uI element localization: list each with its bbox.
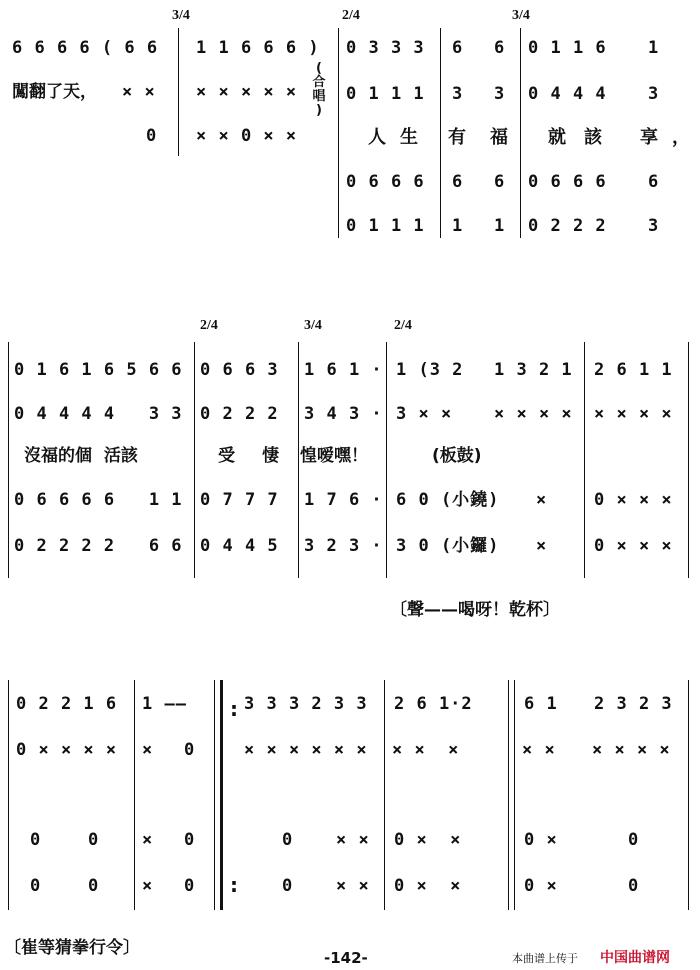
notation-row: 0 × × bbox=[394, 830, 462, 850]
stage-direction: 〔聲——喝呀！乾杯〕 bbox=[390, 600, 560, 620]
notation-row: 0 1 1 1 bbox=[346, 84, 425, 104]
time-signature: 2/4 bbox=[200, 318, 218, 333]
notation-row: 1 3 2 1 bbox=[494, 360, 573, 380]
notation-row: × × bbox=[522, 740, 556, 760]
barline bbox=[584, 342, 585, 578]
lyric: 受 bbox=[218, 446, 235, 466]
notation-row: 0 × × bbox=[394, 876, 462, 896]
notation-row: × × × × bbox=[494, 404, 573, 424]
notation-row: 0 4 4 5 bbox=[200, 536, 279, 556]
notation-row: 3 0 (小鑼) bbox=[396, 536, 500, 556]
barline bbox=[178, 28, 179, 156]
notation-row: 1 bbox=[648, 38, 660, 58]
barline bbox=[194, 342, 195, 578]
notation-row: × × bbox=[122, 82, 156, 102]
barline bbox=[688, 342, 689, 578]
barline bbox=[214, 680, 215, 910]
notation-row: 0 bbox=[184, 876, 196, 896]
notation-row: 0 2 2 2 bbox=[528, 216, 607, 236]
notation-row: 0 2 2 2 bbox=[200, 404, 279, 424]
lyric: 惶嗳嘿！ bbox=[300, 446, 368, 466]
notation-row: 0 3 3 3 bbox=[346, 38, 425, 58]
notation-row: × × × × × bbox=[196, 82, 298, 102]
notation-row: 0 2 2 1 6 bbox=[16, 694, 118, 714]
barline bbox=[8, 680, 9, 910]
barline bbox=[688, 680, 689, 910]
lyric: ， bbox=[672, 127, 696, 148]
notation-row: 0 7 7 7 bbox=[200, 490, 279, 510]
notation-row: 0 × × × × bbox=[16, 740, 118, 760]
lyric: 福 bbox=[490, 127, 514, 148]
notation-row: × bbox=[536, 490, 548, 510]
notation-row: 0 1 1 1 bbox=[346, 216, 425, 236]
chorus-label: ( 合 唱 ) bbox=[312, 61, 326, 118]
site-logo: 中国曲谱网 bbox=[600, 950, 670, 966]
notation-row: × × bbox=[336, 830, 370, 850]
notation-row: × bbox=[142, 740, 154, 760]
notation-row: 0 bbox=[282, 876, 294, 896]
notation-row: 3 2 3 · bbox=[304, 536, 383, 556]
time-signature: 3/4 bbox=[304, 318, 322, 333]
notation-row: 6 bbox=[494, 172, 506, 192]
notation-row: × × bbox=[336, 876, 370, 896]
notation-row: 0 bbox=[88, 876, 100, 896]
notation-row: 1 bbox=[452, 216, 464, 236]
notation-row: 0 × × × bbox=[594, 536, 673, 556]
barline bbox=[386, 342, 387, 578]
lyric: 該 bbox=[584, 127, 608, 148]
notation-row: × × 0 × × bbox=[196, 126, 298, 146]
notation-row: 0 bbox=[184, 830, 196, 850]
page-number: -142- bbox=[324, 949, 368, 967]
notation-row: × × × × bbox=[594, 404, 673, 424]
lyric: 沒福的個 活該 bbox=[24, 446, 138, 466]
notation-row: 6 1 bbox=[524, 694, 558, 714]
lyric: 闖翻了天， bbox=[12, 82, 97, 102]
time-signature: 3/4 bbox=[172, 8, 190, 23]
barline bbox=[440, 28, 441, 238]
time-signature: 2/4 bbox=[342, 8, 360, 23]
barline bbox=[520, 28, 521, 238]
notation-row: 0 bbox=[30, 876, 42, 896]
notation-row: 0 2 2 2 2 6 6 bbox=[14, 536, 183, 556]
notation-row: 3 3 3 2 3 3 bbox=[244, 694, 368, 714]
repeat-dots: : bbox=[230, 873, 238, 897]
notation-row: 1 1 6 6 6 ) bbox=[196, 38, 320, 58]
notation-row: 3 × × bbox=[396, 404, 453, 424]
notation-row: 6 0 (小鐃) bbox=[396, 490, 500, 510]
lyric: 有 bbox=[448, 127, 472, 148]
lyric: 就 bbox=[548, 127, 572, 148]
notation-row: 0 × bbox=[524, 830, 558, 850]
barline bbox=[134, 680, 135, 910]
notation-row: 3 bbox=[648, 84, 660, 104]
notation-row: 0 bbox=[184, 740, 196, 760]
lyric: 生 bbox=[400, 127, 424, 148]
notation-row: 1 —— bbox=[142, 694, 187, 714]
notation-row: 0 bbox=[88, 830, 100, 850]
notation-row: × bbox=[536, 536, 548, 556]
barline bbox=[384, 680, 385, 910]
notation-row: 6 bbox=[452, 38, 464, 58]
notation-row: × × × bbox=[392, 740, 460, 760]
notation-row: 0 4 4 4 bbox=[528, 84, 607, 104]
notation-row: 0 bbox=[146, 126, 158, 146]
notation-row: 0 6 6 3 bbox=[200, 360, 279, 380]
notation-row: 3 bbox=[648, 216, 660, 236]
notation-row: 3 bbox=[494, 84, 506, 104]
notation-row: 0 6 6 6 6 1 1 bbox=[14, 490, 183, 510]
time-signature: 3/4 bbox=[512, 8, 530, 23]
notation-row: 0 × × × bbox=[594, 490, 673, 510]
notation-row: 0 bbox=[628, 876, 640, 896]
notation-row: 0 6 6 6 bbox=[346, 172, 425, 192]
notation-row: 1 bbox=[494, 216, 506, 236]
notation-row: × bbox=[142, 830, 154, 850]
barline bbox=[338, 28, 339, 238]
repeat-barline bbox=[220, 680, 223, 910]
notation-row: 2 3 2 3 bbox=[594, 694, 673, 714]
notation-row: 0 × bbox=[524, 876, 558, 896]
time-signature: 2/4 bbox=[394, 318, 412, 333]
lyric: 悽 bbox=[262, 446, 279, 466]
barline bbox=[514, 680, 515, 910]
lyric: 享 bbox=[640, 127, 664, 148]
notation-row: 0 1 6 1 6 5 6 6 bbox=[14, 360, 183, 380]
notation-row: 0 bbox=[628, 830, 640, 850]
notation-row: 0 bbox=[282, 830, 294, 850]
notation-row: 6 6 6 6 ( 6 6 bbox=[12, 38, 159, 58]
barline bbox=[8, 342, 9, 578]
barline bbox=[508, 680, 509, 910]
notation-row: 0 6 6 6 bbox=[528, 172, 607, 192]
repeat-dots: : bbox=[230, 697, 238, 721]
notation-row: 0 4 4 4 4 3 3 bbox=[14, 404, 183, 424]
notation-row: 0 bbox=[30, 830, 42, 850]
notation-row: 3 4 3 · bbox=[304, 404, 383, 424]
notation-row: 1 (3 2 bbox=[396, 360, 464, 380]
stage-direction: 〔崔等猜拳行令〕 bbox=[4, 938, 140, 958]
barline bbox=[298, 342, 299, 578]
notation-row: 3 bbox=[452, 84, 464, 104]
notation-row: 1 7 6 · bbox=[304, 490, 383, 510]
notation-row: 0 1 1 6 bbox=[528, 38, 607, 58]
notation-row: × × × × bbox=[592, 740, 671, 760]
notation-row: 6 bbox=[452, 172, 464, 192]
notation-row: × × × × × × bbox=[244, 740, 368, 760]
notation-row: 2 6 1 1 bbox=[594, 360, 673, 380]
notation-row: 2 6 1·2 bbox=[394, 694, 473, 714]
notation-row: 6 bbox=[648, 172, 660, 192]
upload-notice: 本曲谱上传于 bbox=[512, 952, 578, 965]
notation-row: 1 6 1 · bbox=[304, 360, 383, 380]
instrument-label: (板鼓) bbox=[432, 446, 482, 466]
notation-row: 6 bbox=[494, 38, 506, 58]
notation-row: × bbox=[142, 876, 154, 896]
lyric: 人 bbox=[368, 127, 392, 148]
